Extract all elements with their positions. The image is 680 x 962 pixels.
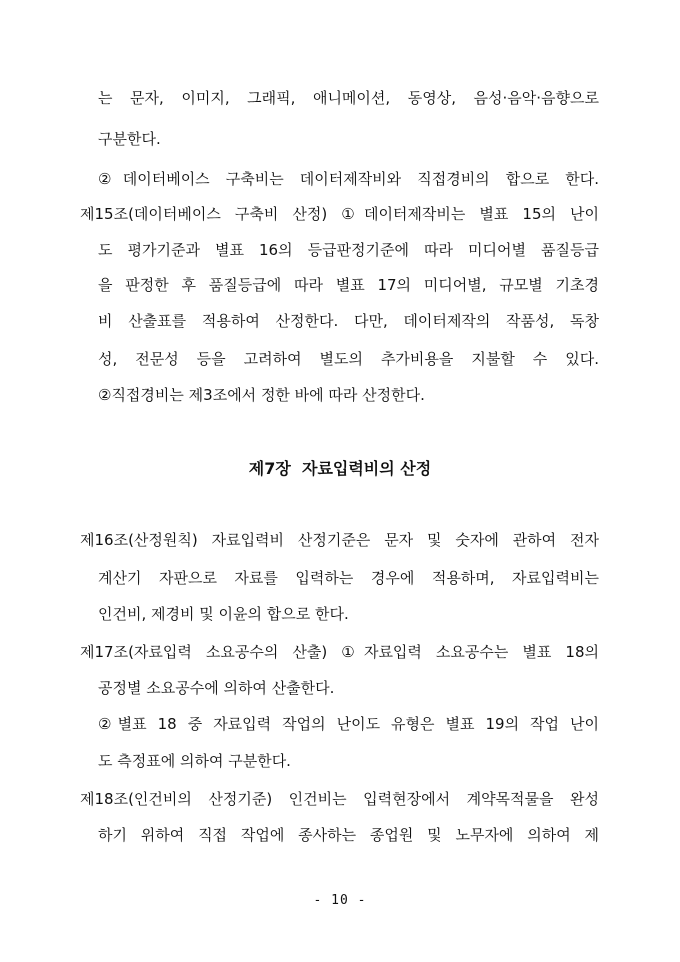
text-line: 는 문자, 이미지, 그래픽, 애니메이션, 동영상, 음성·음악·음향으로 (98, 89, 599, 107)
text-line: ②데이터베이스 구축비는 데이터제작비와 직접경비의 합으로 한다. (98, 170, 599, 188)
article-18-heading-line: 제18조(인건비의 산정기준) 인건비는 입력현장에서 계약목적물을 완성 (80, 790, 599, 808)
text-line: 계산기 자판으로 자료를 입력하는 경우에 적용하며, 자료입력비는 (98, 569, 599, 587)
text-line: ②직접경비는 제3조에서 정한 바에 따라 산정한다. (98, 386, 425, 404)
text-line: 도 측정표에 의하여 구분한다. (98, 752, 291, 770)
text-line: 하기 위하여 직접 작업에 종사하는 종업원 및 노무자에 의하여 제 (98, 826, 599, 844)
text-line: 공정별 소요공수에 의하여 산출한다. (98, 679, 335, 697)
text-line: 성, 전문성 등을 고려하여 별도의 추가비용을 지불할 수 있다. (98, 350, 599, 368)
text-line: 인건비, 제경비 및 이윤의 합으로 한다. (98, 605, 349, 623)
article-16-heading-line: 제16조(산정원칙) 자료입력비 산정기준은 문자 및 숫자에 관하여 전자 (80, 531, 599, 549)
text-line: ②별표 18 중 자료입력 작업의 난이도 유형은 별표 19의 작업 난이 (98, 715, 599, 733)
page-number: - 10 - (313, 893, 367, 908)
article-15-heading-line: 제15조(데이터베이스 구축비 산정) ①데이터제작비는 별표 15의 난이 (80, 205, 599, 223)
text-line: 구분한다. (98, 130, 161, 148)
article-17-heading-line: 제17조(자료입력 소요공수의 산출) ①자료입력 소요공수는 별표 18의 (80, 643, 599, 661)
chapter-heading: 제7장 자료입력비의 산정 (248, 459, 432, 478)
text-line: 도 평가기준과 별표 16의 등급판정기준에 따라 미디어별 품질등급 (98, 241, 599, 259)
text-line: 비 산출표를 적용하여 산정한다. 다만, 데이터제작의 작품성, 독창 (98, 312, 599, 330)
text-line: 을 판정한 후 품질등급에 따라 별표 17의 미디어별, 규모별 기초경 (98, 276, 599, 294)
